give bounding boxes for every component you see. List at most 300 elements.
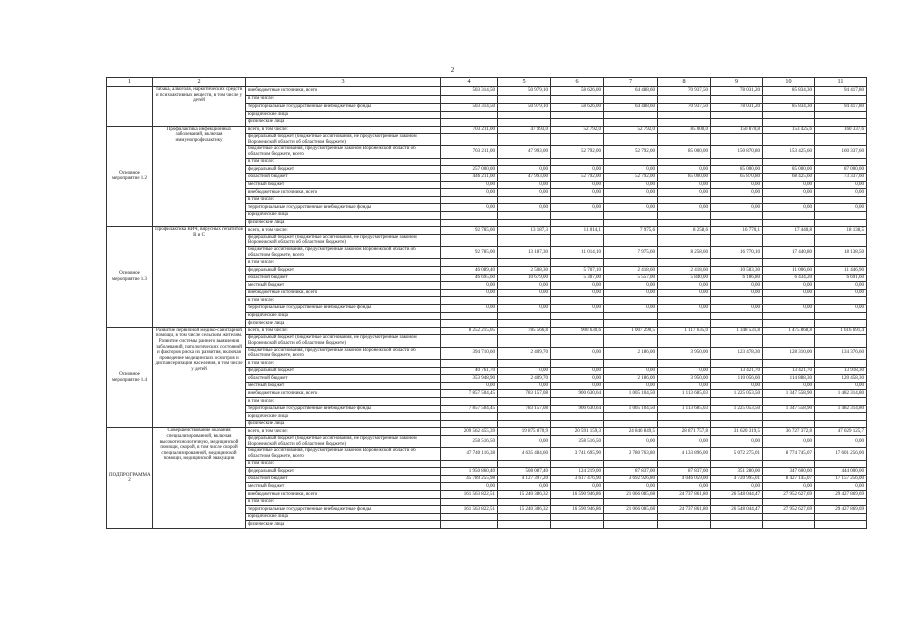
value-cell (604, 320, 658, 328)
value-cell (658, 95, 711, 104)
value-cell: 1 225 053,50 (711, 405, 763, 413)
value-cell (711, 335, 763, 347)
value-cell: 3 780 763,80 (604, 448, 658, 461)
value-cell: 29 427 869,69 (815, 491, 867, 499)
value-cell: 5 840,00 (658, 274, 711, 282)
value-cell (658, 211, 711, 219)
funding-source-label: федеральный бюджет (бюджетные ассигнования, не предусмотренные законом Воронежской области об областном бюджете) (246, 134, 441, 146)
value-cell: 7 857 504,45 (441, 405, 498, 413)
value-cell: 11 446,90 (815, 267, 867, 275)
value-cell: 120 458,30 (815, 375, 867, 383)
value-cell (711, 158, 763, 166)
value-cell: 0,00 (711, 289, 763, 297)
funding-source-label: областной бюджет (246, 375, 441, 383)
value-cell: 0,00 (498, 367, 551, 375)
value-cell: 1 113 685,03 (658, 390, 711, 398)
value-cell: 0,00 (763, 382, 815, 390)
value-cell: 258 516,50 (551, 435, 604, 447)
value-cell: 0,00 (441, 483, 498, 491)
column-header-4: 4 (441, 78, 498, 87)
value-cell (498, 95, 551, 104)
value-cell (551, 498, 604, 506)
funding-source-label: бюджетные ассигнования, предусмотренные законом Воронежской области об областном бюджете, всего (246, 246, 441, 259)
value-cell: 353 948,90 (441, 375, 498, 383)
funding-source-label: всего, в том числе: (246, 126, 441, 134)
value-cell (441, 219, 498, 227)
value-cell: 0,00 (498, 181, 551, 189)
value-cell (604, 111, 658, 119)
value-cell (763, 111, 815, 119)
value-cell: 783 157,08 (498, 390, 551, 398)
value-cell: 0,00 (658, 204, 711, 212)
section-label: ПОДПРОГРАММА 2 (107, 428, 153, 529)
funding-source-label: в том числе: (246, 360, 441, 368)
value-cell: 40 761,70 (441, 367, 498, 375)
funding-source-label: федеральный бюджет (246, 267, 441, 275)
column-header-7: 7 (604, 78, 658, 87)
value-cell (815, 335, 867, 347)
value-cell (658, 158, 711, 166)
value-cell: 85 000,00 (658, 173, 711, 181)
value-cell (551, 335, 604, 347)
value-cell (763, 134, 815, 146)
value-cell (815, 420, 867, 428)
value-cell: 0,00 (604, 483, 658, 491)
value-cell: 2 418,60 (604, 267, 658, 275)
funding-source-label: в том числе: (246, 498, 441, 506)
value-cell (604, 119, 658, 127)
value-cell: 17 157 256,00 (815, 475, 867, 483)
funding-source-label: областной бюджет (246, 173, 441, 181)
funding-source-label: в том числе: (246, 460, 441, 468)
value-cell: 1 225 053,50 (711, 390, 763, 398)
value-cell: 10 583,30 (711, 267, 763, 275)
value-cell (498, 460, 551, 468)
value-cell (551, 259, 604, 267)
value-cell: 20 591 159,3 (551, 428, 604, 436)
funding-source-label: местный бюджет (246, 382, 441, 390)
value-cell: 47 993,00 (498, 146, 551, 159)
value-cell: 0,00 (763, 204, 815, 212)
value-cell (498, 111, 551, 119)
value-cell (711, 312, 763, 320)
table-row (107, 428, 867, 436)
value-cell: 0,00 (551, 382, 604, 390)
value-cell (711, 119, 763, 127)
value-cell (498, 196, 551, 204)
value-cell: 45 789 255,98 (441, 475, 498, 483)
value-cell (441, 360, 498, 368)
value-cell (441, 211, 498, 219)
value-cell (658, 196, 711, 204)
value-cell: 87 837,00 (658, 468, 711, 476)
value-cell (658, 413, 711, 421)
value-cell: 11 014,10 (551, 246, 604, 259)
value-cell: 0,00 (763, 304, 815, 312)
value-cell: 153 425,60 (763, 146, 815, 159)
value-cell: 50 979,10 (498, 104, 551, 112)
value-cell: 0,00 (815, 181, 867, 189)
value-cell: 0,00 (441, 181, 498, 189)
value-cell: 258 516,50 (441, 435, 498, 447)
value-cell (763, 297, 815, 305)
value-cell: 2 409,70 (498, 375, 551, 383)
value-cell: 7 975,6 (604, 227, 658, 235)
value-cell: 0,00 (658, 166, 711, 174)
value-cell: 17 601 256,00 (815, 448, 867, 461)
value-cell (658, 513, 711, 521)
value-cell: 150 870,80 (711, 146, 763, 159)
value-cell: 46 089,40 (441, 267, 498, 275)
value-cell: 58 626,00 (551, 87, 604, 96)
value-cell: 0,00 (604, 304, 658, 312)
value-cell (763, 158, 815, 166)
value-cell (658, 360, 711, 368)
value-cell: 26 548 044,47 (711, 506, 763, 514)
value-cell (441, 312, 498, 320)
value-cell: 160 337,6 (815, 126, 867, 134)
table-body (107, 78, 867, 529)
value-cell (498, 219, 551, 227)
value-cell: 1 005 104,50 (604, 405, 658, 413)
value-cell: 0,00 (441, 382, 498, 390)
value-cell: 52 792,00 (551, 173, 604, 181)
value-cell (604, 95, 658, 104)
value-cell: 1 348 531,8 (711, 327, 763, 335)
value-cell (658, 398, 711, 406)
value-cell: 0,00 (604, 382, 658, 390)
value-cell (551, 320, 604, 328)
funding-source-label: местный бюджет (246, 282, 441, 290)
value-cell (711, 134, 763, 146)
value-cell: 52 792,0 (604, 126, 658, 134)
value-cell: 0,00 (658, 289, 711, 297)
value-cell (604, 259, 658, 267)
value-cell (658, 521, 711, 529)
value-cell: 0,00 (658, 382, 711, 390)
value-cell: 0,00 (498, 382, 551, 390)
value-cell: 70 937,50 (658, 87, 711, 96)
value-cell (763, 420, 815, 428)
value-cell: 508 087,40 (498, 468, 551, 476)
value-cell: 0,00 (498, 204, 551, 212)
value-cell (551, 158, 604, 166)
value-cell: 15 240 386,32 (498, 491, 551, 499)
value-cell: 0,00 (498, 166, 551, 174)
value-cell (711, 460, 763, 468)
funding-source-label: в том числе: (246, 95, 441, 104)
value-cell (498, 259, 551, 267)
value-cell: 52 792,00 (604, 146, 658, 159)
value-cell: 0,00 (763, 435, 815, 447)
value-cell: 0,00 (763, 289, 815, 297)
value-cell (763, 312, 815, 320)
section-label (107, 87, 153, 127)
value-cell: 28 871 757,8 (658, 428, 711, 436)
value-cell (441, 420, 498, 428)
value-cell: 257 000,00 (441, 166, 498, 174)
funding-source-label: юридические лица (246, 312, 441, 320)
funding-source-label: внебюджетные источники, всего (246, 390, 441, 398)
funding-source-label: в том числе: (246, 297, 441, 305)
value-cell: 47 993,0 (498, 126, 551, 134)
value-cell: 1 347 558,90 (763, 390, 815, 398)
value-cell (551, 360, 604, 368)
value-cell: 503 314,50 (441, 104, 498, 112)
value-cell (763, 521, 815, 529)
value-cell (498, 521, 551, 529)
value-cell (763, 234, 815, 246)
value-cell (658, 420, 711, 428)
value-cell (551, 297, 604, 305)
value-cell (711, 259, 763, 267)
value-cell: 444 000,00 (815, 468, 867, 476)
value-cell (711, 360, 763, 368)
funding-source-label: физические лица (246, 320, 441, 328)
value-cell (711, 498, 763, 506)
value-cell: 0,00 (711, 181, 763, 189)
value-cell: 0,00 (763, 282, 815, 290)
value-cell: 0,00 (658, 483, 711, 491)
funding-source-label: федеральный бюджет (246, 166, 441, 174)
value-cell (498, 513, 551, 521)
value-cell: 26 548 044,47 (711, 491, 763, 499)
value-cell (604, 234, 658, 246)
value-cell: 128 310,00 (763, 347, 815, 360)
value-cell: 0,00 (441, 282, 498, 290)
table-row (107, 87, 867, 96)
column-header-9: 9 (711, 78, 763, 87)
value-cell (604, 211, 658, 219)
value-cell: 85 000,00 (763, 166, 815, 174)
value-cell: 58 626,00 (551, 104, 604, 112)
value-cell: 703 211,00 (441, 126, 498, 134)
value-cell: 0,00 (441, 204, 498, 212)
value-cell (763, 320, 815, 328)
value-cell (498, 498, 551, 506)
value-cell (815, 111, 867, 119)
value-cell: 0,00 (551, 483, 604, 491)
value-cell: 0,00 (604, 166, 658, 174)
funding-source-label: бюджетные ассигнования, предусмотренные законом Воронежской области об областном бюджете, всего (246, 347, 441, 360)
column-header-1: 1 (107, 78, 153, 87)
value-cell: 16 770,1 (711, 227, 763, 235)
value-cell: 24 737 861,80 (658, 506, 711, 514)
value-cell: 73 337,60 (815, 173, 867, 181)
value-cell: 160 337,60 (815, 146, 867, 159)
value-cell: 7 975,60 (604, 246, 658, 259)
value-cell (441, 521, 498, 529)
value-cell: 0,00 (815, 289, 867, 297)
value-cell (815, 513, 867, 521)
value-cell: 21 066 085,68 (604, 506, 658, 514)
value-cell: 1 113 685,03 (658, 405, 711, 413)
value-cell: 0,00 (441, 289, 498, 297)
funding-source-label: физические лица (246, 521, 441, 529)
value-cell: 5 707,10 (551, 267, 604, 275)
funding-source-label: территориальные государственные внебюджетные фонды (246, 204, 441, 212)
value-cell: 4 720 995,01 (711, 475, 763, 483)
column-header-10: 10 (763, 78, 815, 87)
value-cell: 0,00 (498, 483, 551, 491)
value-cell (815, 219, 867, 227)
value-cell: 65 870,80 (711, 173, 763, 181)
value-cell: 0,00 (711, 204, 763, 212)
value-cell: 1 950 860,40 (441, 468, 498, 476)
value-cell: 0,00 (763, 483, 815, 491)
funding-source-label: федеральный бюджет (246, 367, 441, 375)
value-cell: 161 563 822,51 (441, 506, 498, 514)
value-cell: 0,00 (658, 181, 711, 189)
value-cell (815, 196, 867, 204)
value-cell: 52 792,00 (604, 173, 658, 181)
funding-source-label: юридические лица (246, 513, 441, 521)
value-cell: 0,00 (763, 181, 815, 189)
value-cell (441, 513, 498, 521)
funding-source-label: федеральный бюджет (бюджетные ассигнования, не предусмотренные законом Воронежской области об областном бюджете) (246, 234, 441, 246)
value-cell (815, 234, 867, 246)
value-cell: 0,00 (658, 435, 711, 447)
section-description: табака, алкоголя, наркотических средств и психоактивных веществ, в том числе у детей (153, 87, 246, 127)
value-cell: 394 710,60 (441, 347, 498, 360)
value-cell: 13 187,30 (498, 246, 551, 259)
funding-source-label: федеральный бюджет (бюджетные ассигнования, не предусмотренные законом Воронежской области об областном бюджете) (246, 335, 441, 347)
value-cell: 78 031,20 (711, 87, 763, 96)
value-cell (711, 111, 763, 119)
value-cell: 2 418,60 (658, 267, 711, 275)
funding-source-label: внебюджетные источники, всего (246, 189, 441, 197)
value-cell (711, 219, 763, 227)
value-cell: 1 005 104,50 (604, 390, 658, 398)
value-cell (551, 111, 604, 119)
funding-source-label: территориальные государственные внебюджетные фонды (246, 506, 441, 514)
value-cell: 2 186,00 (604, 375, 658, 383)
value-cell: 0,00 (498, 289, 551, 297)
value-cell (441, 196, 498, 204)
value-cell (815, 460, 867, 468)
value-cell: 2 186,00 (604, 347, 658, 360)
value-cell: 0,00 (551, 304, 604, 312)
value-cell (763, 360, 815, 368)
value-cell: 8 258,60 (658, 246, 711, 259)
value-cell (711, 521, 763, 529)
value-cell: 0,00 (658, 367, 711, 375)
value-cell (763, 196, 815, 204)
value-cell: 6 186,80 (711, 274, 763, 282)
value-cell (604, 460, 658, 468)
value-cell (658, 335, 711, 347)
value-cell (658, 460, 711, 468)
funding-source-label: физические лица (246, 119, 441, 127)
value-cell (551, 521, 604, 529)
table-row (107, 126, 867, 134)
value-cell (604, 134, 658, 146)
value-cell: 85 834,30 (763, 104, 815, 112)
value-cell: 124 219,00 (551, 468, 604, 476)
value-cell: 0,00 (658, 189, 711, 197)
value-cell: 1 482 314,80 (815, 390, 867, 398)
value-cell: 18 138,5 (815, 227, 867, 235)
value-cell: 52 792,0 (551, 126, 604, 134)
section-description: Профилактика инфекционных заболеваний, включая иммунопрофилактику (153, 126, 246, 227)
value-cell (763, 335, 815, 347)
value-cell (441, 498, 498, 506)
value-cell: 123 478,30 (711, 347, 763, 360)
value-cell: 92 785,00 (441, 227, 498, 235)
value-cell (604, 360, 658, 368)
value-cell: 6 691,60 (815, 274, 867, 282)
value-cell (763, 119, 815, 127)
value-cell (763, 219, 815, 227)
value-cell: 50 979,10 (498, 87, 551, 96)
value-cell (551, 312, 604, 320)
value-cell: 8 427 145,07 (763, 475, 815, 483)
value-cell: 0,00 (441, 189, 498, 197)
value-cell: 0,00 (815, 435, 867, 447)
value-cell (441, 119, 498, 127)
value-cell: 13 421,70 (711, 367, 763, 375)
value-cell (551, 211, 604, 219)
value-cell: 0,00 (498, 189, 551, 197)
value-cell (441, 134, 498, 146)
value-cell: 0,00 (763, 189, 815, 197)
section-description: Профилактика ВИЧ, вирусных гепатитов В и С (153, 227, 246, 328)
funding-source-label: местный бюджет (246, 483, 441, 491)
column-number-row (107, 78, 867, 87)
value-cell: 0,00 (551, 282, 604, 290)
funding-source-label: областной бюджет (246, 475, 441, 483)
value-cell (551, 134, 604, 146)
value-cell (763, 398, 815, 406)
value-cell (441, 111, 498, 119)
budget-table (106, 77, 867, 529)
value-cell (498, 234, 551, 246)
value-cell (551, 513, 604, 521)
table-row (107, 227, 867, 235)
value-cell: 0,00 (551, 347, 604, 360)
value-cell: 0,00 (711, 382, 763, 390)
value-cell (815, 320, 867, 328)
value-cell: 8 774 745,07 (763, 448, 815, 461)
value-cell: 3 617 476,90 (551, 475, 604, 483)
value-cell: 21 066 085,68 (604, 491, 658, 499)
value-cell: 19 875 870,9 (498, 428, 551, 436)
column-header-5: 5 (498, 78, 551, 87)
value-cell (815, 297, 867, 305)
funding-source-label: в том числе: (246, 259, 441, 267)
value-cell: 13 918,30 (815, 367, 867, 375)
value-cell: 85 000,00 (658, 146, 711, 159)
value-cell (441, 158, 498, 166)
value-cell: 3 741 695,90 (551, 448, 604, 461)
value-cell: 8 258,6 (658, 227, 711, 235)
value-cell (658, 259, 711, 267)
value-cell (711, 95, 763, 104)
value-cell (604, 196, 658, 204)
value-cell: 900 630,64 (551, 390, 604, 398)
value-cell (498, 413, 551, 421)
value-cell: 0,00 (604, 367, 658, 375)
value-cell (763, 498, 815, 506)
value-cell: 64 488,60 (604, 104, 658, 112)
value-cell: 0,00 (551, 367, 604, 375)
value-cell (815, 119, 867, 127)
value-cell (551, 196, 604, 204)
value-cell: 5 307,00 (551, 274, 604, 282)
value-cell: 0,00 (551, 204, 604, 212)
value-cell (441, 95, 498, 104)
value-cell: 31 620 319,5 (711, 428, 763, 436)
